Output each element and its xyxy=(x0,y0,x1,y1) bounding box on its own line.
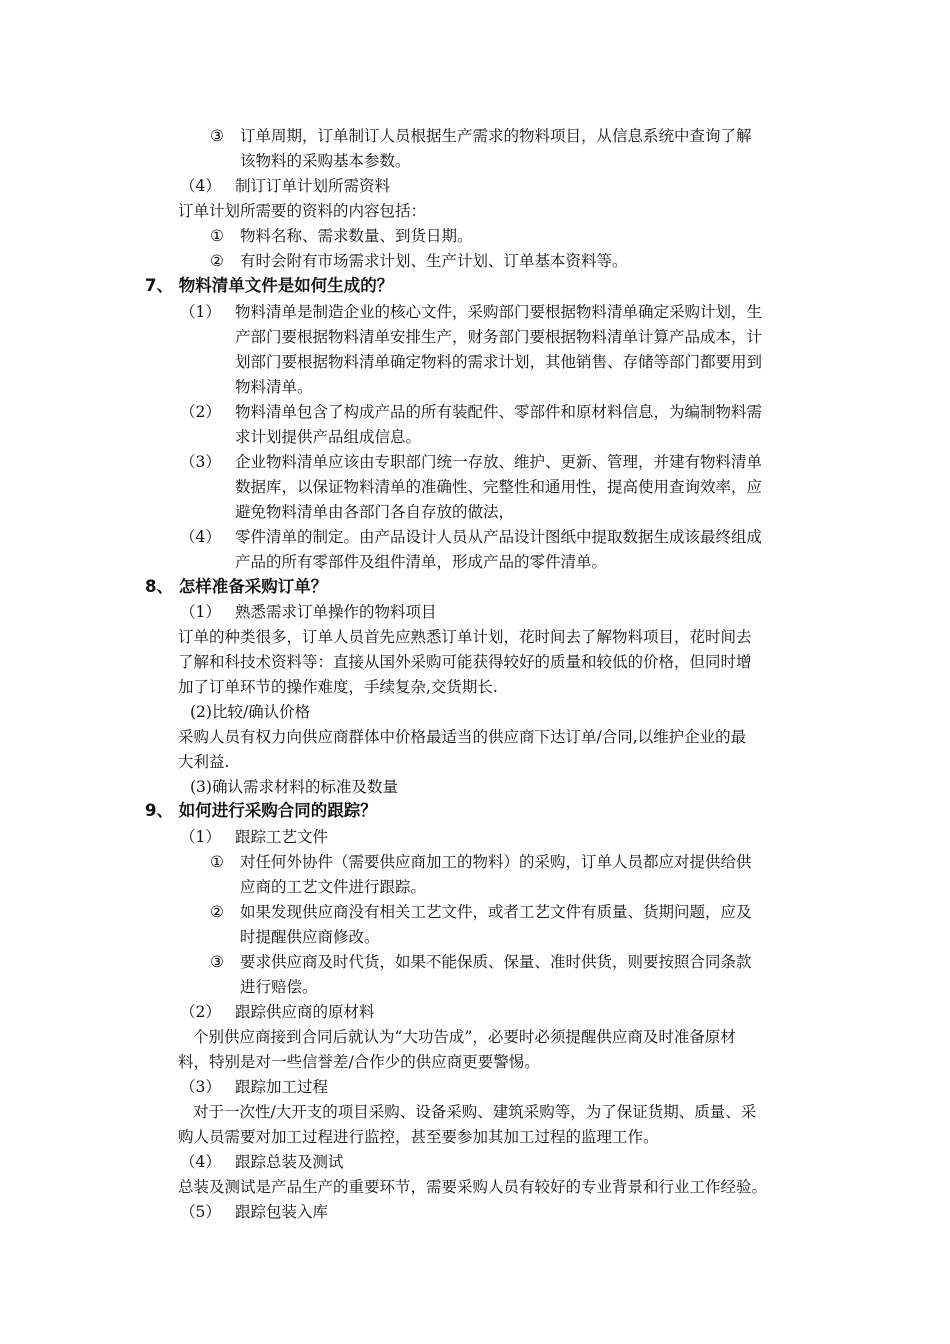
q9-s1-title: 跟踪工艺文件 xyxy=(235,828,329,846)
q6-sub4-marker: （4） xyxy=(180,177,221,195)
q7-p1-line3: 划部门要根据物料清单确定物料的需求计划，其他销售、存储等部门都要用到 xyxy=(235,353,763,371)
q9-i1-line1: 对任何外协件（需要供应商加工的物料）的采购，订单人员都应对提供给供 xyxy=(240,853,752,871)
q8-s2-line1: 采购人员有权力向供应商群体中价格最适当的供应商下达订单/合同,以维护企业的最 xyxy=(178,728,747,746)
q9-s2-title: 跟踪供应商的原材料 xyxy=(235,1003,375,1021)
q9-s2-line1: 个别供应商接到合同后就认为“大功告成”，必要时必须提醒供应商及时准备原材 xyxy=(193,1028,736,1046)
q9-s3-line1: 对于一次性/大开支的项目采购、设备采购、建筑采购等，为了保证货期、质量、采 xyxy=(193,1103,757,1121)
q9-heading: 9、 如何进行采购合同的跟踪？ xyxy=(145,801,377,820)
q9-i3-marker: ③ xyxy=(210,953,224,971)
q7-p4-marker: （4） xyxy=(180,528,221,546)
q8-s2-title: (2)比较/确认价格 xyxy=(190,703,311,721)
q9-s3-marker: （3） xyxy=(180,1078,221,1096)
q6-item3-marker: ③ xyxy=(210,127,224,145)
q9-s5-title: 跟踪包装入库 xyxy=(235,1203,329,1221)
q9-i2-marker: ② xyxy=(210,903,224,921)
q9-i2-line1: 如果发现供应商没有相关工艺文件，或者工艺文件有质量、货期问题，应及 xyxy=(240,903,752,921)
q9-s3-title: 跟踪加工过程 xyxy=(235,1078,329,1096)
q7-p3-line2: 数据库，以保证物料清单的准确性、完整性和通用性，提高使用查询效率，应 xyxy=(235,478,763,496)
q9-i1-line2: 应商的工艺文件进行跟踪。 xyxy=(240,878,427,896)
q7-p2-line1: 物料清单包含了构成产品的所有装配件、零部件和原材料信息，为编制物料需 xyxy=(235,403,763,421)
q8-s1-line3: 加了订单环节的操作难度，手续复杂,交货期长. xyxy=(178,678,498,696)
q8-s3-title: (3)确认需求材料的标准及数量 xyxy=(190,778,398,796)
q6-item3-line2: 该物料的采购基本参数。 xyxy=(240,152,411,170)
q9-s4-marker: （4） xyxy=(180,1153,221,1171)
q7-p3-line1: 企业物料清单应该由专职部门统一存放、维护、更新、管理，并建有物料清单 xyxy=(235,453,763,471)
q7-p1-marker: （1） xyxy=(180,303,221,321)
q8-s1-marker: （1） xyxy=(180,603,221,621)
q9-s5-marker: （5） xyxy=(180,1203,221,1221)
q9-i1-marker: ① xyxy=(210,853,224,871)
q8-s1-title: 熟悉需求订单操作的物料项目 xyxy=(235,603,437,621)
q8-heading: 8、 怎样准备采购订单？ xyxy=(145,577,328,596)
q6-sub4-title: 制订订单计划所需资料 xyxy=(235,177,391,195)
q6-sub4-item2-marker: ② xyxy=(210,252,224,270)
q9-s4-title: 跟踪总装及测试 xyxy=(235,1153,344,1171)
q7-p1-line1: 物料清单是制造企业的核心文件，采购部门要根据物料清单确定采购计划，生 xyxy=(235,303,763,321)
q7-p2-line2: 求计划提供产品组成信息。 xyxy=(235,428,422,446)
q9-s4-line1: 总装及测试是产品生产的重要环节，需要采购人员有较好的专业背景和行业工作经验。 xyxy=(178,1178,768,1196)
q7-p2-marker: （2） xyxy=(180,403,221,421)
q7-p3-line3: 避免物料清单由各部门各自存放的做法， xyxy=(235,503,515,521)
q7-heading: 7、 物料清单文件是如何生成的？ xyxy=(145,276,394,295)
q6-sub4-item2: 有时会附有市场需求计划、生产计划、订单基本资料等。 xyxy=(240,252,628,270)
q7-p3-marker: （3） xyxy=(180,453,221,471)
q7-p4-line2: 产品的所有零部件及组件清单，形成产品的零件清单。 xyxy=(235,553,608,571)
q9-s2-line2: 料，特别是对一些信誉差/合作少的供应商更要警惕。 xyxy=(178,1053,540,1071)
q6-item3-line1: 订单周期，订单制订人员根据生产需求的物料项目，从信息系统中查询了解 xyxy=(240,127,752,145)
q8-s2-line2: 大利益. xyxy=(178,753,230,771)
q9-i3-line2: 进行赔偿。 xyxy=(240,978,318,996)
q9-i3-line1: 要求供应商及时代货，如果不能保质、保量、准时供货，则要按照合同条款 xyxy=(240,953,752,971)
q8-s1-line1: 订单的种类很多，订单人员首先应熟悉订单计划，花时间去了解物料项目，花时间去 xyxy=(178,628,752,646)
q6-sub4-item1: 物料名称、需求数量、到货日期。 xyxy=(240,227,473,245)
q7-p1-line2: 产部门要根据物料清单安排生产，财务部门要根据物料清单计算产品成本，计 xyxy=(235,328,763,346)
q9-i2-line2: 时提醒供应商修改。 xyxy=(240,928,380,946)
q7-p1-line4: 物料清单。 xyxy=(235,378,313,396)
q9-s3-line2: 购人员需要对加工过程进行监控，甚至要参加其加工过程的监理工作。 xyxy=(178,1128,659,1146)
q9-s2-marker: （2） xyxy=(180,1003,221,1021)
q9-s1-marker: （1） xyxy=(180,828,221,846)
q6-sub4-item1-marker: ① xyxy=(210,227,224,245)
q7-p4-line1: 零件清单的制定。由产品设计人员从产品设计图纸中提取数据生成该最终组成 xyxy=(235,528,763,546)
q8-s1-line2: 了解和科技术资料等：直接从国外采购可能获得较好的质量和较低的价格，但同时增 xyxy=(178,653,752,671)
q6-sub4-intro: 订单计划所需要的资料的内容包括： xyxy=(178,202,427,220)
